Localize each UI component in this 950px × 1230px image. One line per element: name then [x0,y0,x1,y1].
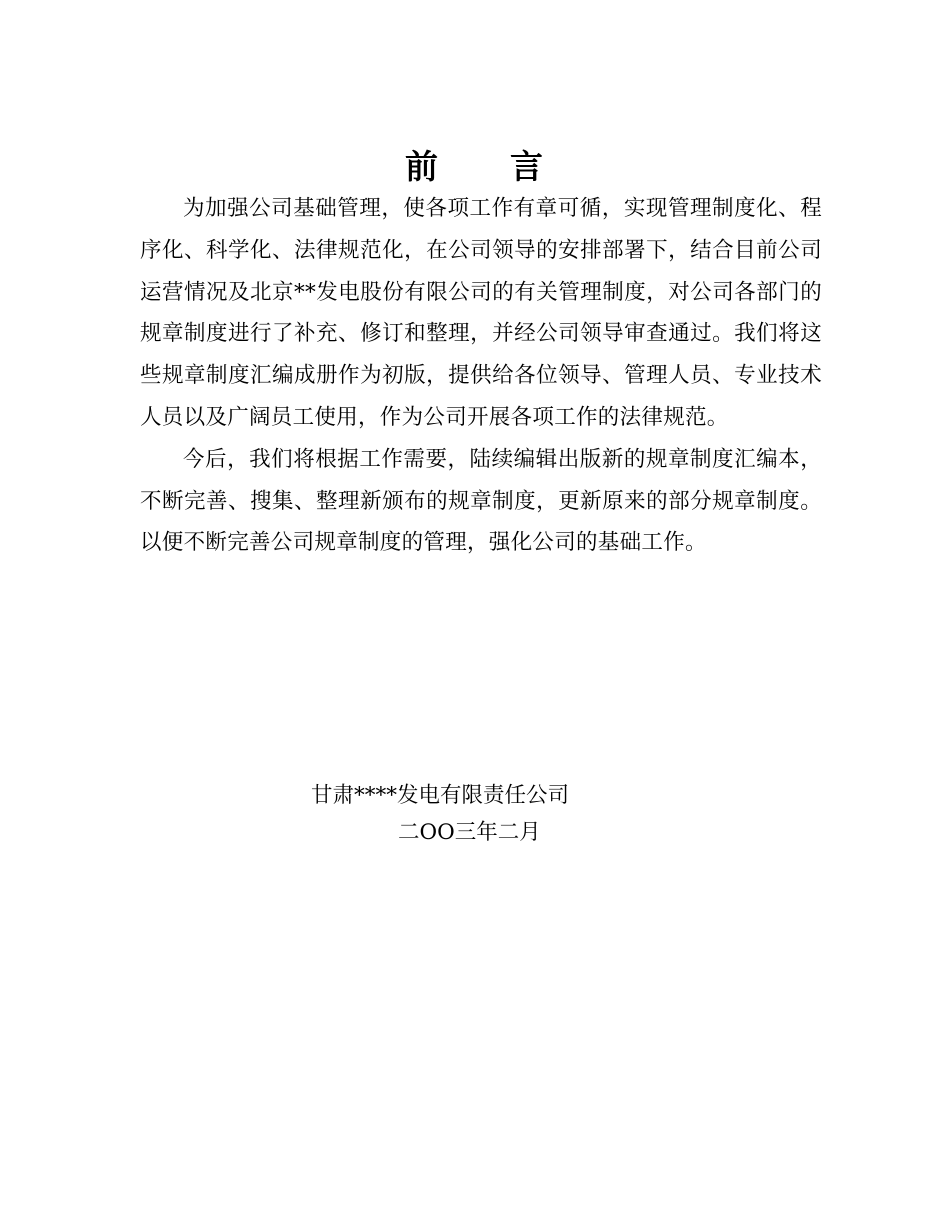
preface-paragraph-1: 为加强公司基础管理，使各项工作有章可循，实现管理制度化、程序化、科学化、法律规范化，在公司领导的安排部署下，结合目前公司运营情况及北京**发电股份有限公司的有关管理制度，对公司各部门的规章制度进行了补充、修订和整理，并经公司领导审查通过。我们将这些规章制度汇编成册作为初版，提供给各位领导、管理人员、专业技术人员以及广阔员工使用，作为公司开展各项工作的法律规范。 [140,196,822,430]
preface-body [140,188,822,564]
signature-block [0,777,950,851]
document-title: 前 言 [405,147,545,186]
signature-date: 二OO三年二月 [398,820,541,845]
signature-company: 甘肃****发电有限责任公司 [311,783,570,808]
preface-paragraph-2: 今后，我们将根据工作需要，陆续编辑出版新的规章制度汇编本，不断完善、搜集、整理新颁布的规章制度，更新原来的部分规章制度。以便不断完善公司规章制度的管理，强化公司的基础工作。 [140,446,822,556]
